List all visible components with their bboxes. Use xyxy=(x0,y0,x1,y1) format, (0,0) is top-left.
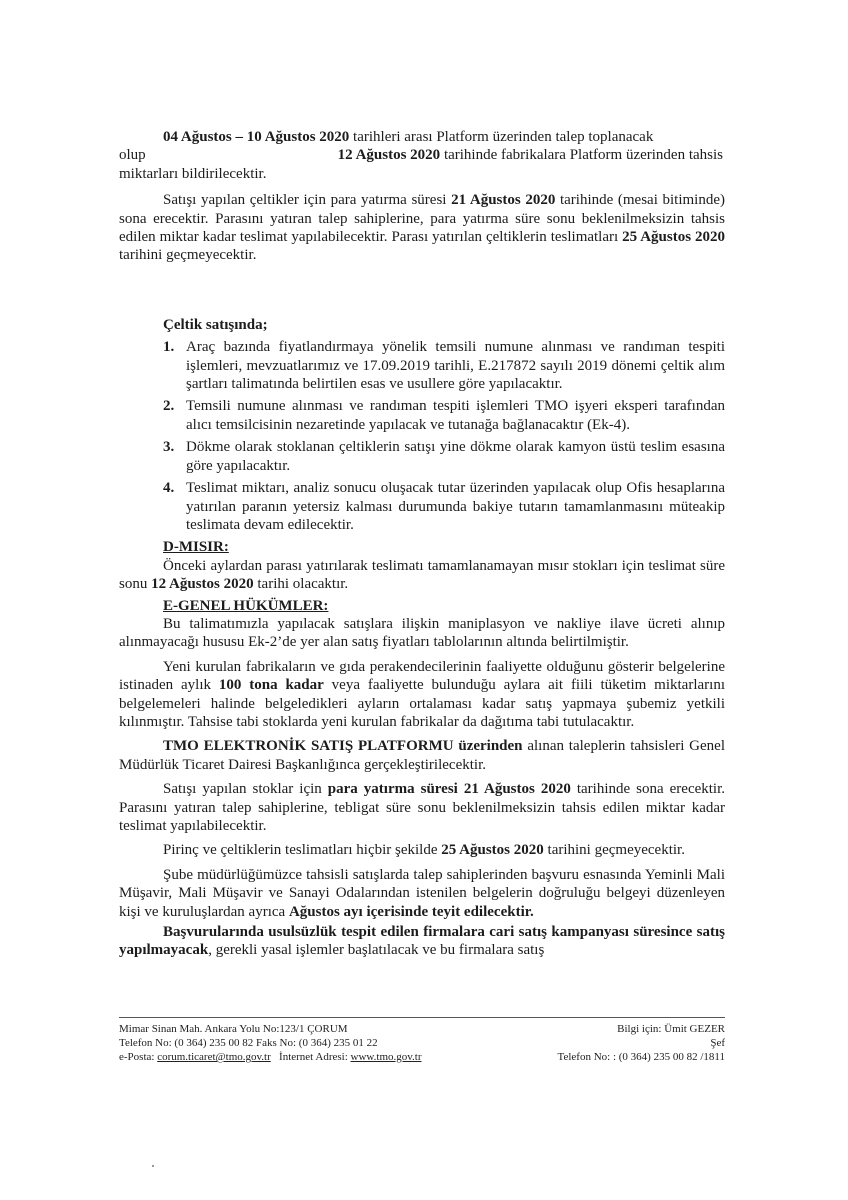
paragraph-genel-3 xyxy=(119,737,725,774)
email-label: e-Posta: xyxy=(119,1051,158,1063)
text: miktarları bildirilecektir. xyxy=(119,165,267,182)
text: , gerekli yasal işlemler başlatılacak ve bu firmalara satış xyxy=(208,942,545,959)
footer-phone-fax: Telefon No: (0 364) 235 00 82 Faks No: (0 364) 235 01 22 xyxy=(119,1037,378,1049)
platform-name: TMO ELEKTRONİK SATIŞ PLATFORMU üzerinden xyxy=(163,738,523,755)
email-link[interactable]: corum.ticaret@tmo.gov.tr xyxy=(157,1051,271,1063)
paragraph-genel-6 xyxy=(119,866,725,921)
paragraph-platform-dates xyxy=(119,128,725,146)
list-number: 4. xyxy=(163,480,175,497)
verification-note: Ağustos ayı içerisinde teyit edilecektir. xyxy=(288,903,534,920)
list-number: 1. xyxy=(163,339,175,356)
footer-role: Şef xyxy=(710,1037,725,1049)
list-number: 2. xyxy=(163,398,175,415)
text: tarihi olacaktır. xyxy=(253,576,349,593)
list-item xyxy=(119,338,725,393)
heading-misir: D-MISIR: xyxy=(163,539,229,556)
web-label: İnternet Adresi: xyxy=(279,1051,351,1063)
footer-row xyxy=(119,1036,725,1050)
footer-links xyxy=(119,1050,422,1064)
paragraph-misir xyxy=(119,557,725,594)
text: tarihinde (mesai bitiminde) sona erecektir. Parasını yatıran talep sahiplerine, para yatırma süre sonu beklenilmeksizin tahsis edilen miktar kadar teslimat yapılabilecektir. Parası yatırılan çeltiklerin teslimatları xyxy=(119,192,725,246)
text: tarihinde sona erecektir. Parasını yatıran talep sahiplerine, tebligat süre sonu beklenilmeksizin tahsis edilen miktar kadar teslimat yapılabilecektir. xyxy=(119,781,726,834)
list-item xyxy=(119,479,725,534)
list-text: Teslimat miktarı, analiz sonucu oluşacak tutar üzerinden yapılacak olup Ofis hesaplarına yatırılan paranın yetersiz kalması durumunda bakiye tutarın tamamlanmasını müteakip teslimata devam edilecektir. xyxy=(186,480,725,533)
text xyxy=(338,146,725,164)
paragraph-genel-5 xyxy=(119,841,725,859)
payment-deadline: 21 Ağustos 2020 xyxy=(451,192,556,209)
delivery-deadline: 25 Ağustos 2020 xyxy=(441,842,544,859)
irregularity-note: Başvurularında usulsüzlük tespit edilen firmalara cari satış kampanyası süresince satış yapılmayacak xyxy=(119,924,725,959)
footer-row xyxy=(119,1022,725,1036)
monthly-limit: 100 tona kadar xyxy=(218,677,324,694)
celtik-list xyxy=(119,338,725,534)
text: alınan taleplerin tahsisleri Genel Müdürlük Ticaret Dairesi Başkanlığınca gerçekleştirilecektir. xyxy=(119,738,726,773)
text: Satışı yapılan stoklar için xyxy=(163,781,328,798)
document-body xyxy=(119,128,725,960)
paragraph-platform-line2 xyxy=(119,146,725,164)
paragraph-genel-2 xyxy=(119,658,725,732)
paragraph-payment-period xyxy=(119,191,725,265)
document-footer xyxy=(119,1017,725,1064)
text: olup xyxy=(119,147,146,164)
text: tarihini geçmeyecektir. xyxy=(119,247,257,264)
heading-genel-hukumler: E-GENEL HÜKÜMLER: xyxy=(163,597,329,614)
payment-period: para yatırma süresi 21 Ağustos 2020 xyxy=(327,781,571,798)
section-title-celtik: Çeltik satışında; xyxy=(163,316,268,333)
list-text: Temsili numune alınması ve randıman tespiti işlemleri TMO işyeri eksperi tarafından alıcı temsilcisinin nezaretinde yapılacak ve tutanağa bağlanacaktır (Ek-4). xyxy=(186,398,725,433)
scan-speck xyxy=(152,1165,154,1167)
text: tarihleri arası Platform üzerinden talep toplanacak xyxy=(349,129,654,145)
text: Yeni kurulan fabrikaların ve gıda perakendecilerinin faaliyette olduğunu gösterir belgelerine istinaden aylık xyxy=(119,658,725,694)
text: Satışı yapılan çeltikler için para yatırma süresi xyxy=(163,192,452,209)
paragraph-genel-7 xyxy=(119,923,725,960)
footer-phone-extension: Telefon No: : (0 364) 235 00 82 /1811 xyxy=(557,1051,725,1063)
list-text: Dökme olarak stoklanan çeltiklerin satışı yine dökme olarak kamyon üstü teslim esasına göre yapılacaktır. xyxy=(186,439,725,474)
list-number: 3. xyxy=(163,439,175,456)
footer-row xyxy=(119,1050,725,1064)
delivery-deadline: 25 Ağustos 2020 xyxy=(622,229,725,246)
text: tarihinde fabrikalara Platform üzerinden tahsis xyxy=(440,147,723,164)
text: veya faaliyette bulunduğu aylara ait fiili tüketim miktarlarını belgelemeleri halinde belgeledikleri ayların ortalaması kadar satış yapmaya şubemiz yetkili kılınmıştır. Tahsise tabi stoklarda yeni kurulan fabrikalar da dağıtıma tabi tutulacaktır. xyxy=(119,677,725,730)
text: tarihini geçmeyecektir. xyxy=(543,842,685,859)
allocation-date: 12 Ağustos 2020 xyxy=(337,147,441,164)
paragraph-genel-1: Bu talimatımızla yapılacak satışlara ilişkin maniplasyon ve nakliye ilave ücreti alınıp alınmayacağı hususu Ek-2’de yer alan satış fiyatları tablolarının altında belirtilmiştir. xyxy=(119,615,725,651)
footer-address: Mimar Sinan Mah. Ankara Yolu No:123/1 ÇORUM xyxy=(119,1023,348,1035)
text: Önceki aylardan parası yatırılarak teslimatı tamamlanamayan mısır stokları için teslimat süre sonu xyxy=(119,557,725,593)
list-item xyxy=(119,397,725,434)
misir-deadline: 12 Ağustos 2020 xyxy=(151,576,254,593)
date-range: 04 Ağustos – 10 Ağustos 2020 xyxy=(163,129,350,145)
list-item xyxy=(119,438,725,475)
footer-contact: Bilgi için: Ümit GEZER xyxy=(617,1023,725,1035)
list-text: Araç bazında fiyatlandırmaya yönelik temsili numune alınması ve randıman tespiti işlemleri, mevzuatlarımız ve 17.09.2019 tarihli, E.217872 sayılı 2019 dönemi çeltik alım şartları talimatında belirtilen esas ve usullere göre yapılacaktır. xyxy=(186,339,725,393)
text: Pirinç ve çeltiklerin teslimatları hiçbir şekilde xyxy=(163,842,442,859)
web-link[interactable]: www.tmo.gov.tr xyxy=(350,1051,422,1063)
text: Şube müdürlüğümüzce tahsisli satışlarda talep sahiplerinden başvuru esnasında Yeminli Mali Müşavir, Mali Müşavir ve Sanayi Odalarından istenilen belgelerin doğruluğu belgeyi düzenleyen kişi ve kuruluşlardan ayrıca xyxy=(119,866,725,920)
paragraph-genel-4 xyxy=(119,780,725,835)
